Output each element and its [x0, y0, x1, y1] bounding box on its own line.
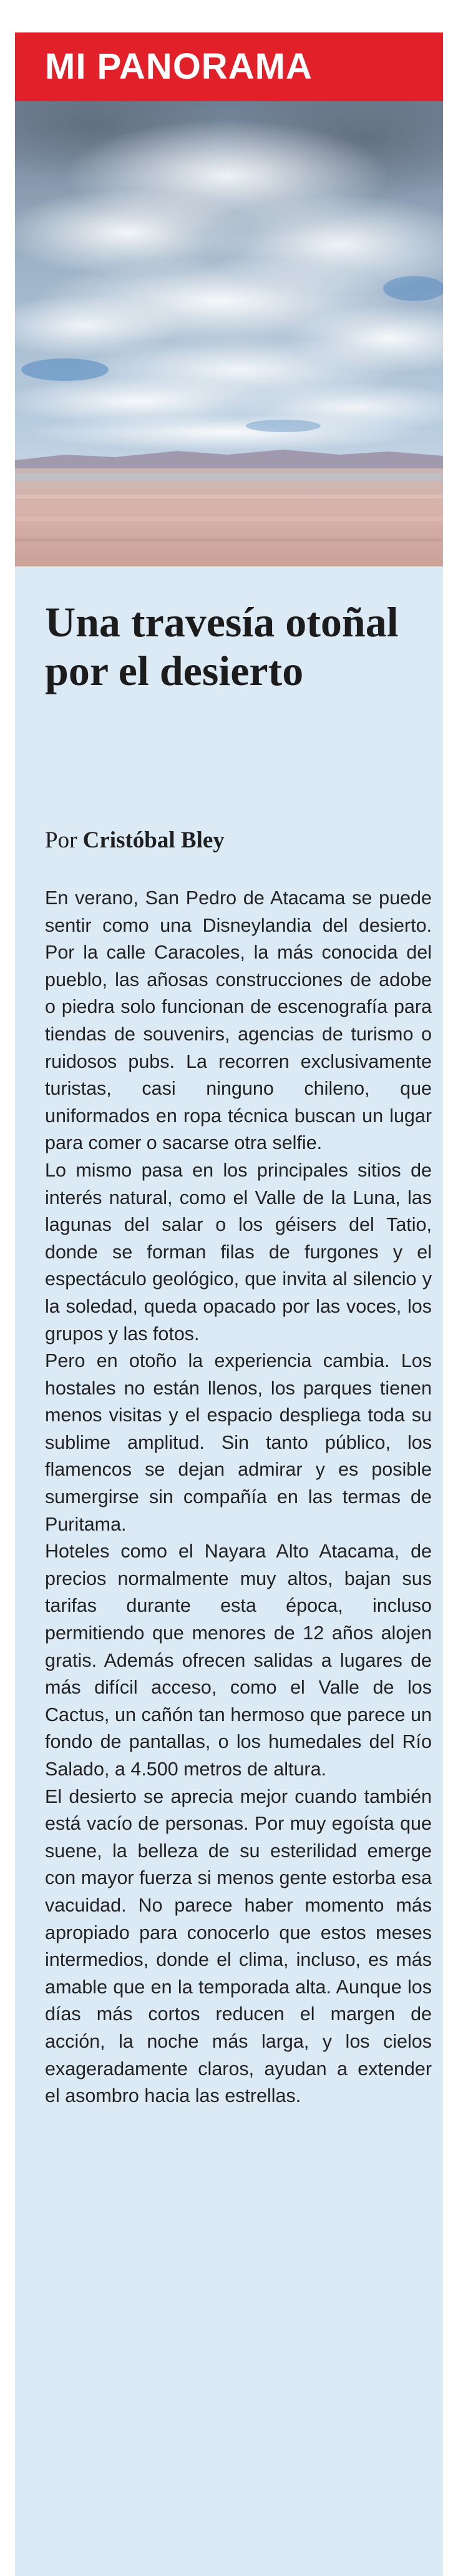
- desert-landscape-photo: [15, 101, 443, 566]
- article-paragraph: Lo mismo pasa en los principales sitios de interés natural, como el Valle de la Luna, las lagunas del salar o los géisers del Tatio, donde se forman filas de furgones y el espectáculo geológico, que invita al silencio y la soledad, queda opacado por las voces, los grupos y las fotos.: [45, 1159, 432, 1345]
- article-body: [45, 885, 432, 2110]
- article-paragraph: Pero en otoño la experiencia cambia. Los hostales no están llenos, los parques tienen menos visitas y el espacio despliega toda su sublime amplitud. Sin tanto público, los flamencos se dejan admirar y es posible sumergirse sin compañía en las termas de Puritama.: [45, 1350, 432, 1535]
- author-name: Cristóbal Bley: [82, 827, 225, 853]
- article-paragraph: En verano, San Pedro de Atacama se puede sentir como una Disneylandia del desierto. Por la calle Caracoles, la más conocida del pueblo, las añosas construcciones de adobe o piedra solo funcionan de escenografía para tiendas de souvenirs, agencias de turismo o ruidosos pubs. La recorren exclusivamente turistas, casi ninguno chileno, que uniformados en ropa técnica buscan un lugar para comer o sacarse otra selfie.: [45, 887, 432, 1154]
- byline-prefix: Por: [45, 827, 77, 853]
- section-header: [15, 32, 443, 101]
- byline: [45, 827, 225, 854]
- article-headline: Una travesía otoñal por el desierto: [45, 598, 399, 694]
- article-paragraph: El desierto se aprecia mejor cuando también está vacío de personas. Por muy egoísta que suene, la belleza de su esterilidad emerge con mayor fuerza si menos gente estorba esa vacuidad. No parece haber momento más apropiado para conocerlo que estos meses intermedios, donde el clima, incluso, es más amable que en la temporada alta. Aunque los días más cortos reducen el margen de acción, la noche más larga, y los cielos exageradamente claros, ayudan a extender el asombro hacia las estrellas.: [45, 1785, 432, 2107]
- article-paragraph: Hoteles como el Nayara Alto Atacama, de precios normalmente muy altos, bajan sus tarifas durante esta época, incluso permitiendo que menores de 12 años alojen gratis. Además ofrecen salidas a lugares de más difícil acceso, como el Valle de los Cactus, un cañón tan hermoso que parece un fondo de pantallas, o los humedales del Río Salado, a 4.500 metros de altura.: [45, 1541, 432, 1780]
- section-title: MI PANORAMA: [45, 46, 313, 87]
- article-page: [15, 32, 443, 2576]
